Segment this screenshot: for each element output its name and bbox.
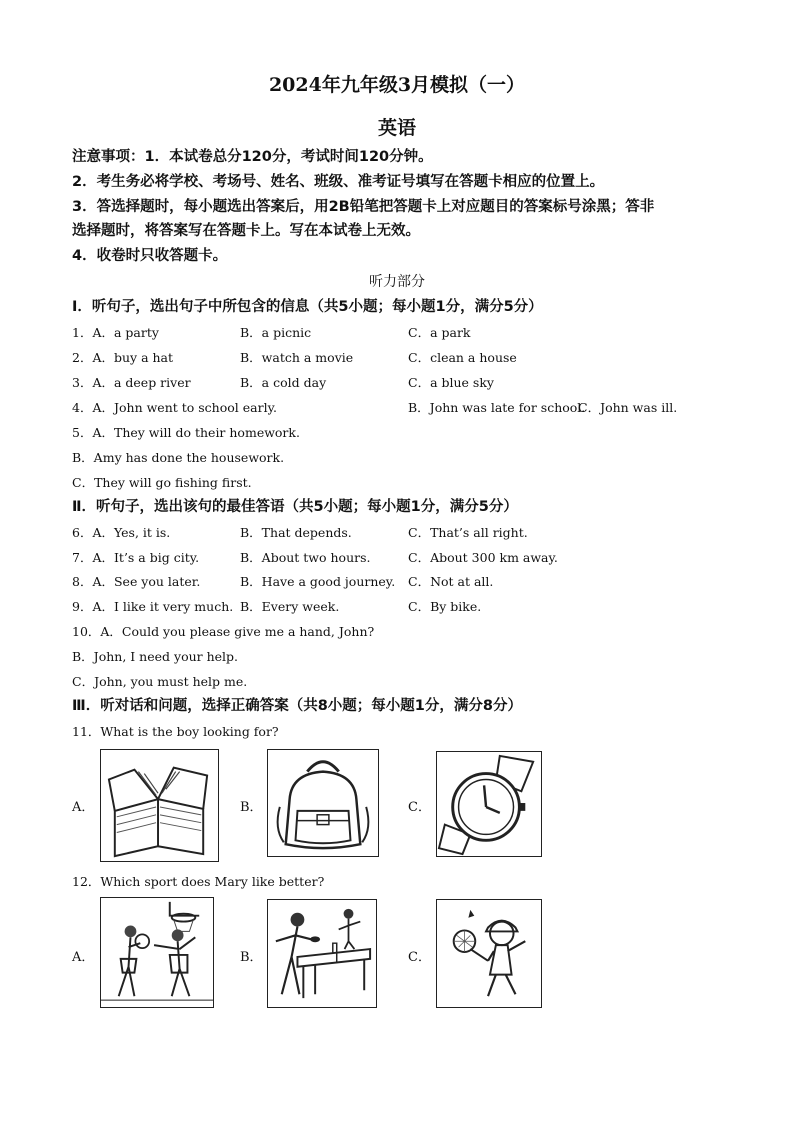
option-c: C．About 300 km away.	[408, 550, 558, 565]
note-line: 3．答选择题时，每小题选出答案后，用2B铅笔把答题卡上对应题目的答案标号涂黑；答非	[72, 199, 655, 215]
option-a: 9．A．I like it very much.	[72, 599, 234, 614]
question-text: 11．What is the boy looking for?	[72, 724, 279, 739]
watch-icon	[437, 752, 541, 856]
section-heading: Ⅰ．听句子，选出句子中所包含的信息（共5小题；每小题1分，满分5分）	[72, 299, 543, 315]
option-b: B．a cold day	[240, 375, 327, 390]
option-c: C．They will go fishing first.	[72, 475, 252, 490]
option-c: C．a blue sky	[408, 375, 494, 390]
option-b: B．Have a good journey.	[240, 574, 396, 589]
option-a-label: A．	[72, 950, 95, 965]
option-c: C．clean a house	[408, 350, 517, 365]
option-a: 6．A．Yes, it is.	[72, 525, 171, 540]
question-text: 12．Which sport does Mary like better?	[72, 874, 325, 889]
option-b: B．That depends.	[240, 525, 352, 540]
option-b-label: B．	[240, 950, 263, 965]
basketball-icon	[101, 898, 213, 1007]
option-b: B．Amy has done the housework.	[72, 450, 285, 465]
part-heading: 听力部分	[369, 274, 425, 290]
option-c: C．Not at all.	[408, 574, 494, 589]
option-b: B．About two hours.	[240, 550, 371, 565]
basketball-picture	[100, 897, 214, 1008]
option-b: B．John, I need your help.	[72, 649, 239, 664]
note-line: 2．考生务必将学校、考场号、姓名、班级、准考证号填写在答题卡相应的位置上。	[72, 174, 605, 190]
watch-picture	[436, 751, 542, 857]
option-a: 8．A．See you later.	[72, 574, 201, 589]
option-a: 2．A．buy a hat	[72, 350, 174, 365]
option-a: 3．A．a deep river	[72, 375, 191, 390]
backpack-icon	[268, 750, 378, 856]
book-picture	[100, 749, 219, 862]
table-tennis-icon	[268, 900, 376, 1007]
option-a: 5．A．They will do their homework.	[72, 425, 300, 440]
option-a: 7．A．It’s a big city.	[72, 550, 200, 565]
option-a: 4．A．John went to school early.	[72, 400, 277, 415]
note-line: 4．收卷时只收答题卡。	[72, 248, 228, 264]
option-b: B．watch a movie	[240, 350, 354, 365]
section-heading: Ⅱ．听句子，选出该句的最佳答语（共5小题；每小题1分，满分5分）	[72, 499, 518, 515]
backpack-picture	[267, 749, 379, 857]
section-heading: Ⅲ．听对话和问题，选择正确答案（共8小题；每小题1分，满分8分）	[72, 698, 522, 714]
note-line: 注意事项：1．本试卷总分120分，考试时间120分钟。	[72, 149, 433, 165]
option-b: B．John was late for school.	[408, 400, 586, 415]
option-b: B．a picnic	[240, 325, 312, 340]
option-b-label: B．	[240, 800, 263, 815]
option-c: C．John was ill.	[578, 400, 678, 415]
exam-subject: 英语	[377, 117, 416, 139]
option-c: C．John, you must help me.	[72, 674, 248, 689]
table-tennis-picture	[267, 899, 377, 1008]
option-c: C．a park	[408, 325, 471, 340]
option-a: 1．A．a party	[72, 325, 159, 340]
option-c-label: C．	[408, 800, 431, 815]
option-a: 10．A．Could you please give me a hand, John?	[72, 624, 375, 639]
note-line: 选择题时，将答案写在答题卡上。写在本试卷上无效。	[72, 223, 420, 239]
exam-title: 2024年九年级3月模拟（一）	[268, 74, 526, 96]
option-c-label: C．	[408, 950, 431, 965]
option-c: C．That’s all right.	[408, 525, 528, 540]
book-icon	[101, 750, 218, 861]
badminton-icon	[437, 900, 541, 1007]
option-a-label: A．	[72, 800, 95, 815]
option-c: C．By bike.	[408, 599, 482, 614]
option-b: B．Every week.	[240, 599, 340, 614]
badminton-picture	[436, 899, 542, 1008]
